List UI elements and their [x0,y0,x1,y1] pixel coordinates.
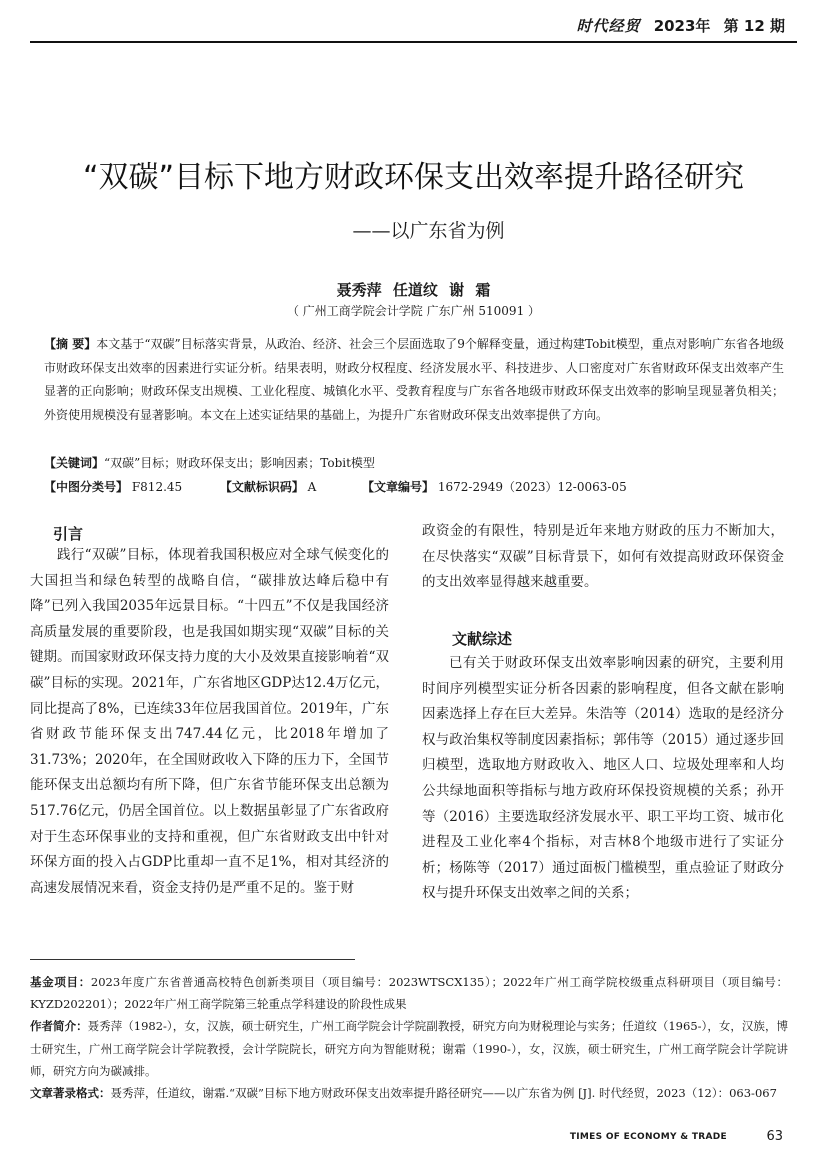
footnote-rule [30,959,355,960]
citation-text: 聂秀萍，任道纹，谢霜.“双碳”目标下地方财政环保支出效率提升路径研究——以广东省为例 [J]. 时代经贸，2023（12）：063-067 [110,1086,777,1101]
issue-number: 第 12 期 [723,17,785,35]
keywords-label: 【关键词】 [44,456,105,470]
header-rule [30,41,797,43]
class-number-value: F812.45 [131,480,183,494]
author-note [30,1015,788,1082]
fund-label: 基金项目： [30,975,91,989]
review-paragraph: 已有关于财政环保支出效率影响因素的研究，主要利用时间序列模型实证分析各因素的影响程度，但各文献在影响因素选择上存在巨大差异。朱浩等（2014）选取的是经济分权与政治集权等制度因素指标；郭伟等（2015）通过逐步回归模型，选取地方财政收入、地区人口、垃圾处理率和人均公共绿地面积等指标与地方政府环保投资规模的关系；孙开等（2016）主要选取经济发展水平、职工平均工资、城市化进程及工业化率4个指标，对吉林8个地级市进行了实证分析；杨陈等（2017）通过面板门槛模型，重点验证了财政分权与提升环保支出效率之间的关系； [422,655,784,902]
author-affiliation: （ 广州工商学院会计学院 广东广州 510091 ） [286,304,541,318]
author-note-text: 聂秀萍（1982-），女，汉族，硕士研究生，广州工商学院会计学院副教授，研究方向为财税理论与实务；任道纹（1965-），女，汉族，博士研究生，广州工商学院会计学院教授，会计学院院长，研究方向为智能财税；谢霜（1990-），女，汉族，硕士研究生，广州工商学院会计学院讲师，研究方向为碳减排。 [30,1019,788,1078]
footnotes [30,971,788,1104]
doc-code-value: A [307,480,317,494]
citation-note [30,1082,788,1104]
fund-text: 2023年度广东省普通高校特色创新类项目（项目编号：2023WTSCX135）；2022年广州工商学院校级重点科研项目（项目编号：KYZD202201）；2022年广州工商学院第三轮重点学科建设的阶段性成果 [30,975,788,1012]
class-number-label: 【中图分类号】 [44,480,129,494]
author-list: 聂秀萍 任道纹 谢 霜 [336,281,491,299]
citation-label: 文章著录格式： [30,1086,111,1101]
running-header [568,15,785,36]
classification-line [44,478,784,495]
intro-heading: 引言 [53,525,84,543]
intro-paragraph: 践行“双碳”目标，体现着我国积极应对全球气候变化的大国担当和绿色转型的战略自信，“碳排放达峰后稳中有降”已列入我国2035年远景目标。“十四五”不仅是我国经济高质量发展的重要阶段，也是我国如期实现“双碳”目标的关键期。而国家财政环保支持力度的大小及效果直接影响着“双碳”目标的实现。2021年，广东省地区GDP达12.4万亿元，同比提高了8%，已连续33年位居我国首位。2019年，广东省财政节能环保支出747.44亿元，比2018年增加了31.73%；2020年，在全国财政收入下降的压力下，全国节能环保支出总额均有所下降，但广东省节能环保支出总额为517.76亿元，仍居全国首位。以上数据虽彰显了广东省政府对于生态环保事业的支持和重视，但广东省财政支出中针对环保方面的投入占GDP比重却一直不足1%，相对其经济的高速发展情况来看，资金支持仍是严重不足的。鉴于财 [30,547,389,896]
article-subtitle: ——以广东省为例 [352,220,505,242]
abstract-label: 【摘 要】 [44,337,97,351]
article-number-value: 1672-2949（2023）12-0063-05 [437,480,627,494]
article-title: “双碳”目标下地方财政环保支出效率提升路径研究 [82,160,745,195]
review-heading: 文献综述 [452,630,513,648]
keywords [44,454,784,471]
page-number: 63 [766,1129,783,1144]
left-column [30,543,389,901]
doc-code-label: 【文献标识码】 [219,480,304,494]
right-column-review [422,651,784,907]
issue-year: 2023年 [653,17,711,35]
fund-note [30,971,788,1015]
right-column-top [422,519,784,596]
journal-name: 时代经贸 [576,17,641,35]
article-number-label: 【文章编号】 [362,480,435,494]
intro-paragraph-continued: 政资金的有限性，特别是近年来地方财政的压力不断加大，在尽快落实“双碳”目标背景下，如何有效提高财政环保资金的支出效率显得越来越重要。 [422,523,784,591]
abstract-text: 本文基于“双碳”目标落实背景，从政治、经济、社会三个层面选取了9个解释变量，通过构建Tobit模型，重点对影响广东省各地级市财政环保支出效率的因素进行实证分析。结果表明，财政分权程度、经济发展水平、科技进步、人口密度对广东省财政环保支出效率产生显著的正向影响；财政环保支出规模、工业化程度、城镇化水平、受教育程度与广东省各地级市财政环保支出效率的影响呈现显著负相关；外资使用规模没有显著影响。本文在上述实证结果的基础上，为提升广东省财政环保支出效率提供了方向。 [44,337,784,422]
abstract [44,333,784,427]
author-note-label: 作者简介： [30,1019,88,1034]
keywords-text: “双碳”目标；财政环保支出；影响因素；Tobit模型 [104,456,375,470]
footer-journal-name: TIMES OF ECONOMY & TRADE [569,1132,727,1142]
